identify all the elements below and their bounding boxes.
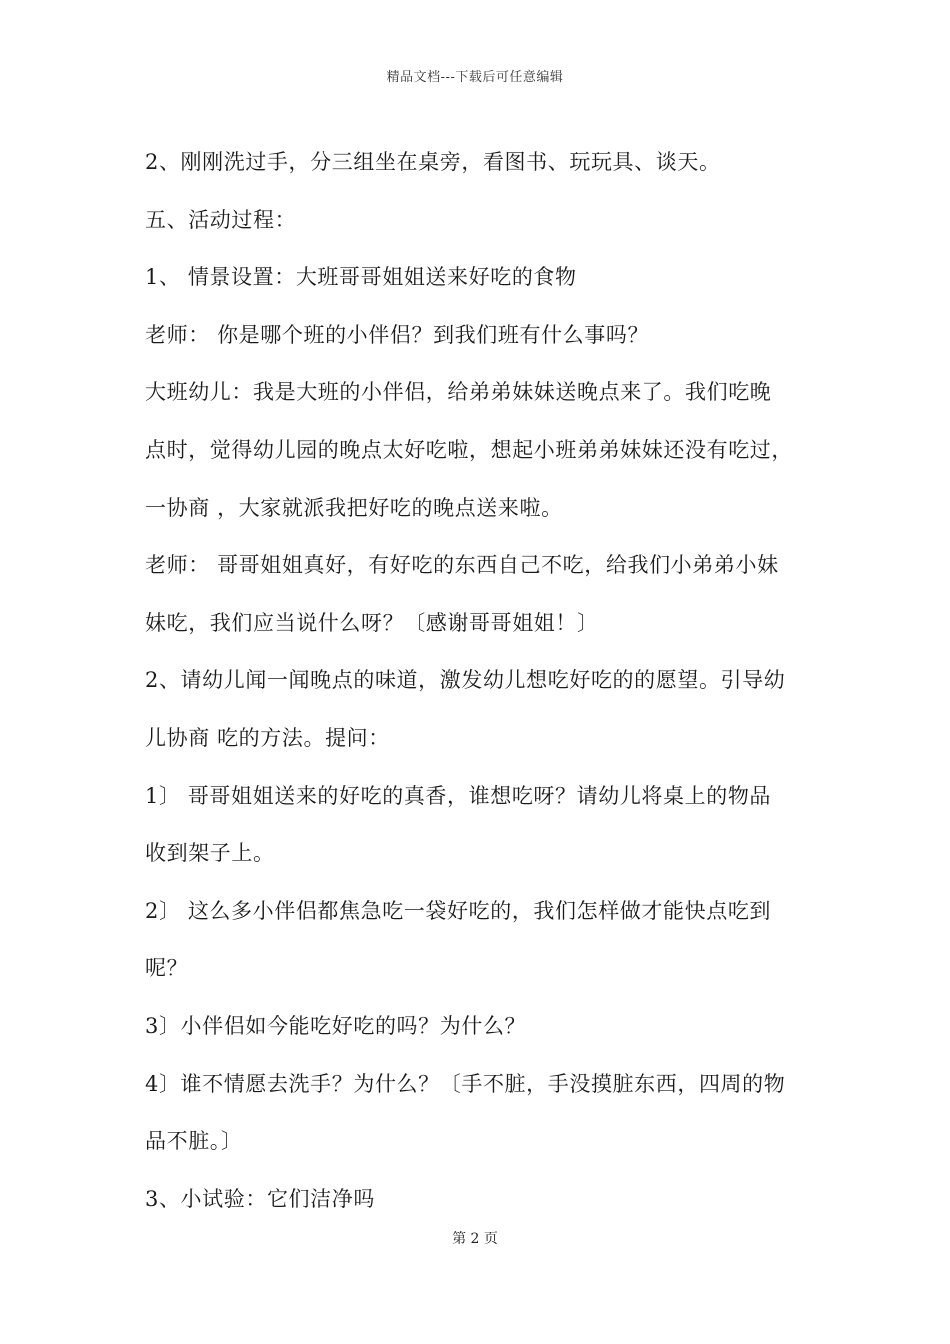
text-line: 2〕 这么多小伴侣都焦急吃一袋好吃的，我们怎样做才能快点吃到: [145, 898, 772, 923]
text-line: 1〕 哥哥姐姐送来的好吃的真香，谁想吃呀？请幼儿将桌上的物品: [145, 783, 772, 808]
text-line: 4〕谁不情愿去洗手？为什么？〔手不脏，手没摸脏东西，四周的物: [145, 1071, 786, 1096]
text-line: 呢？: [145, 956, 189, 981]
text-line: 一协商 ，大家就派我把好吃的晚点送来啦。: [145, 495, 563, 520]
text-line: 3、小试验：它们洁净吗: [145, 1186, 375, 1211]
text-line: 3〕小伴侣如今能吃好吃的吗？为什么？: [145, 1013, 527, 1038]
text-line: 儿协商 吃的方法。提问：: [145, 725, 390, 750]
page-number: 第 2 页: [452, 1231, 498, 1247]
document-body: [145, 134, 825, 1228]
page-header: 精品文档---下载后可任意编辑: [386, 70, 564, 85]
text-line: 妹吃，我们应当说什么呀？〔感谢哥哥姐姐！〕: [145, 610, 599, 635]
text-line: 老师： 你是哪个班的小伴侣？到我们班有什么事吗？: [145, 322, 650, 347]
text-line: 2、刚刚洗过手，分三组坐在桌旁，看图书、玩玩具、谈天。: [145, 150, 721, 174]
text-line: 1、 情景设置：大班哥哥姐姐送来好吃的食物: [145, 265, 577, 290]
text-line: 品不脏。〕: [145, 1129, 243, 1154]
text-line: 点时，觉得幼儿园的晚点太好吃啦，想起小班弟弟妹妹还没有吃过，: [145, 437, 793, 462]
text-line: 2、请幼儿闻一闻晚点的味道，激发幼儿想吃好吃的的愿望。引导幼: [145, 668, 786, 693]
text-line: 大班幼儿：我是大班的小伴侣，给弟弟妹妹送晚点来了。我们吃晚: [145, 380, 772, 405]
text-line: 老师： 哥哥姐姐真好，有好吃的东西自己不吃，给我们小弟弟小妹: [145, 553, 779, 578]
text-line: 收到架子上。: [145, 841, 275, 866]
text-line: 五、活动过程：: [145, 207, 297, 232]
